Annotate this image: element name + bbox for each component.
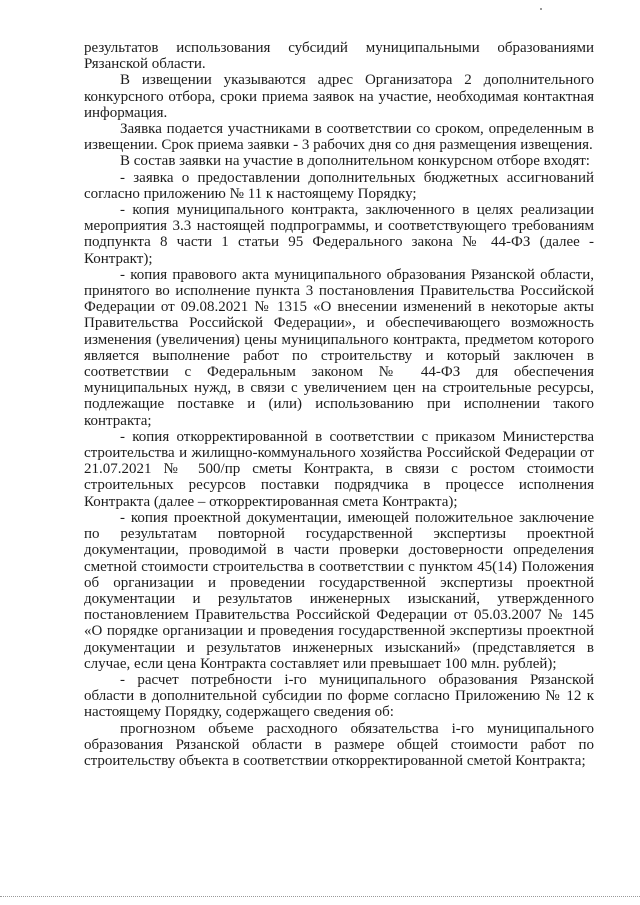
list-item-legal-act-copy: - копия правового акта муниципального образования Рязанской области, принятого во исполнение пункта 3 постановления Правительства Российской Федерации от 09.08.2021 № 1315 «О внесении изменений в некоторые акты Правительства Российской Федерации», и обеспечивающего возможность изменения (увеличения) цены муниципального контракта, предметом которого является выполнение работ по строительству и который заключен в соответствии с Федеральным законом № 44-ФЗ для обеспечения муниципальных нужд, в связи с увеличением цен на строительные ресурсы, подлежащие поставке и (или) использованию при исполнении такого контракта; <box>84 266 594 429</box>
scan-speck <box>540 8 542 10</box>
list-item-corrected-estimate: - копия откорректированной в соответствии с приказом Министерства строительства и жилищно-коммунального хозяйства Российской Федерации от 21.07.2021 № 500/пр сметы Контракта, в связи с ростом стоимости строительных ресурсов поставки подрядчика в процессе исполнения Контракта (далее – откорректированная смета Контракта); <box>84 428 594 510</box>
paragraph-application-contents: В состав заявки на участие в дополнительном конкурсном отборе входят: <box>120 153 590 170</box>
paragraph-application-deadline: Заявка подается участниками в соответствии со сроком, определенным в извещении. Срок приема заявки - 3 рабочих дня со дня размещения извещения. <box>84 121 594 154</box>
paragraph-forecast-volume: прогнозном объеме расходного обязательства i-го муниципального образования Рязанской области в размере общей стоимости работ по строительству объекта в соответствии откорректированной сметой Контракта; <box>84 720 594 769</box>
paragraph-notice-address: В извещении указываются адрес Организатора 2 дополнительного конкурсного отбора, сроки приема заявок на участие, необходимая контактная информация. <box>84 72 594 121</box>
paragraph-subsidy-results: результатов использования субсидий муниципальными образованиями Рязанской области. <box>84 40 594 73</box>
scan-bottom-edge <box>0 896 640 897</box>
list-item-contract-copy: - копия муниципального контракта, заключенного в целях реализации мероприятия 3.3 настоящей подпрограммы, и соответствующего требованиям подпункта 8 части 1 статьи 95 Федерального закона № 44-ФЗ (далее - Контракт); <box>84 202 594 267</box>
document-page <box>84 40 594 769</box>
list-item-subsidy-calculation: - расчет потребности i-го муниципального образования Рязанской области в дополнительной субсидии по форме согласно Приложению № 12 к настоящему Порядку, содержащего сведения об: <box>84 671 594 721</box>
list-item-application-form: - заявка о предоставлении дополнительных бюджетных ассигнований согласно приложению № 11 к настоящему Порядку; <box>84 169 594 202</box>
list-item-project-documentation: - копия проектной документации, имеющей положительное заключение по результатам повторной государственной экспертизы проектной документации, проводимой в части проверки достоверности определения сметной стоимости строительства в соответствии с пунктом 45(14) Положения об организации и проведении государственной экспертизы проектной документации и результатов инженерных изысканий, утвержденного постановлением Правительства Российской Федерации от 05.03.2007 № 145 «О порядке организации и проведения государственной экспертизы проектной документации и результатов инженерных изысканий» (представляется в случае, если цена Контракта составляет или превышает 100 млн. рублей); <box>84 509 594 672</box>
